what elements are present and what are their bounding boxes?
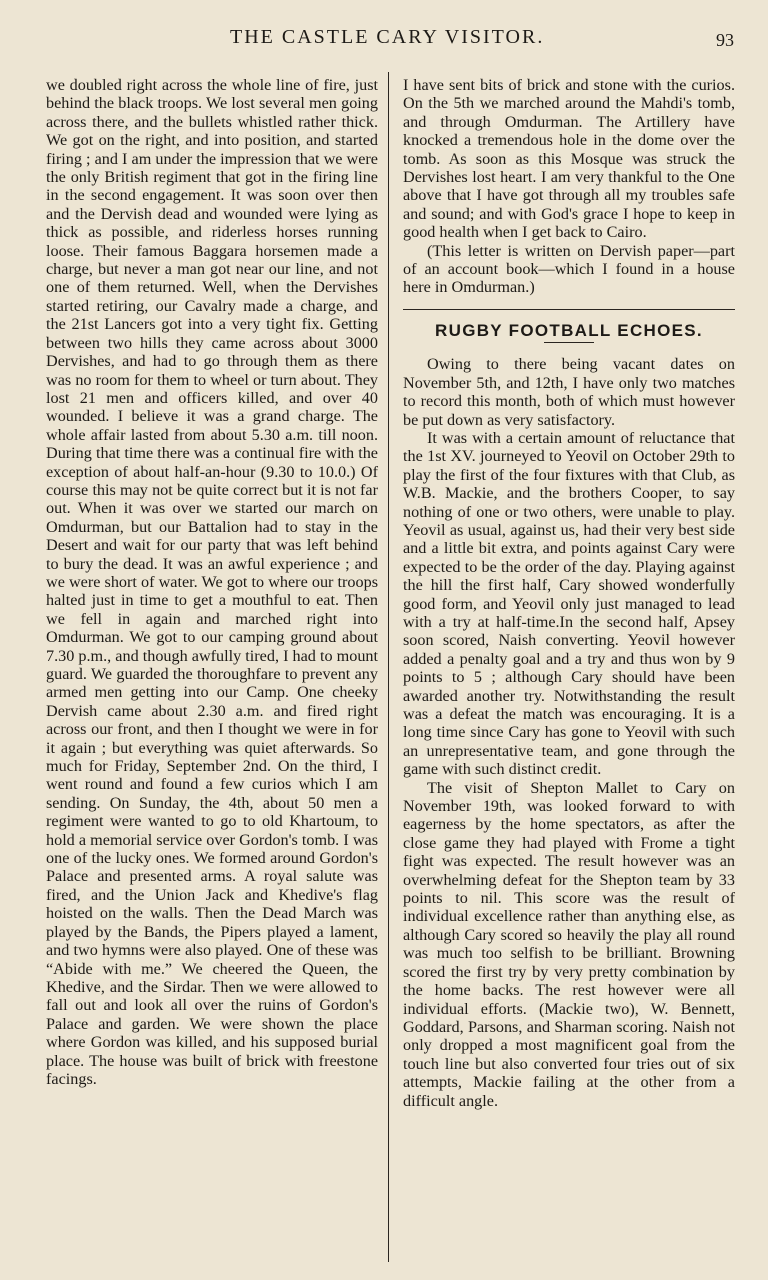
title-ornament-rule <box>544 342 594 343</box>
page-header <box>0 0 768 64</box>
column-divider <box>388 72 389 1262</box>
running-title: THE CASTLE CARY VISITOR. <box>230 26 545 48</box>
left-column <box>46 76 378 1088</box>
section-rule <box>403 309 735 310</box>
right-column <box>403 76 735 1110</box>
letter-note: (This letter is written on Dervish paper—part of an account book—which I found in a house here in Omdurman.) <box>403 241 735 297</box>
letter-paragraph: we doubled right across the whole line of fire, just behind the black troops. We lost several men going across there, and the bullets whistled rather thick. We got on the right, and into position, and started firing ; and I am under the impression that we were the only British regiment that got in the firing line in the second engagement. It was soon over then and the Dervish dead and wounded were lying as thick as possible, and riderless horses running loose. Their famous Baggara horsemen made a charge, but never a man got near our line, and not one of them returned. Well, when the Dervishes started retiring, our Cavalry made a charge, and the 21st Lancers got into a very tight fix. Getting between two hills they came across about 3000 Dervishes, and had to go through them as there was no room for them to wheel or turn about. They lost 21 men and officers killed, and over 40 wounded. I believe it was a grand charge. The whole affair lasted from about 5.30 a.m. till noon. During that time there was a continual fire with the exception of about half-an-hour (9.30 to 10.0.) Of course this may not be quite correct but it is not far out. When it was over we started our march on Omdurman, but our Battalion had to stay in the Desert and wait for our party that was left behind to bury the dead. It was an awful experience ; and we were short of water. We got to where our troops halted just in time to get a mouthful to eat. Then we fell in again and marched right into Omdurman. We got to our camping ground about 7.30 p.m., and though awfully tired, I had to mount guard. We guarded the thoroughfare to prevent any armed men getting into our Camp. One cheeky Dervish came about 2.30 a.m. and fired right across our front, and then I thought we were in for it again ; but everything was quiet afterwards. So much for Friday, September 2nd. On the third, I went round and found a few curios which I am sending. On Sunday, the 4th, about 50 men a regiment were wanted to go to old Khartoum, to hold a memorial service over Gordon's tomb. I was one of the lucky ones. We formed around Gordon's Palace and presented arms. A royal salute was fired, and the Union Jack and Khedive's flag hoisted on the walls. Then the Dead March was played by the Bands, the Pipers played a lament, and two hymns were also played. One of these was “Abide with me.” We cheered the Queen, the Khedive, and the Sirdar. Then we were allowed to fall out and look all over the ruins of Gordon's Palace and garden. We were shown the place where Gordon was killed, and his supposed burial place. The house was built of brick with freestone facings. <box>46 76 378 1088</box>
page-number: 93 <box>716 30 734 50</box>
letter-paragraph: I have sent bits of brick and stone with the curios. On the 5th we marched around the Mahdi's tomb, and through Omdurman. The Artillery have knocked a tremendous hole in the dome over the tomb. As soon as this Mosque was struck the Dervishes lost heart. I am very thankful to the One above that I have got through all my troubles safe and sound; and with God's grace I hope to keep in good health when I get back to Cairo. <box>403 76 735 242</box>
rugby-paragraph: The visit of Shepton Mallet to Cary on November 19th, was looked forward to with eagerness by the home spectators, as after the close game they had played with Frome a tight fight was expected. The result however was an overwhelming defeat for the Shepton team by 33 points to nil. This score was the result of individual excellence rather than anything else, as although Cary scored so heavily the play all round was much too selfish to be brilliant. Browning scored the first try by very pretty combination by the home backs. The rest however were all individual efforts. (Mackie two), W. Bennett, Goddard, Parsons, and Sharman scoring. Naish not only dropped a most magnificent goal from the touch line but also converted four tries out of six attempts, Mackie failing at the other from a difficult angle. <box>403 778 735 1110</box>
section-title: RUGBY FOOTBALL ECHOES. <box>435 320 703 340</box>
rugby-paragraph: It was with a certain amount of reluctance that the 1st XV. journeyed to Yeovil on October 29th to play the first of the four fixtures with that Club, as W.B. Mackie, and the brothers Cooper, to say nothing of one or two others, were unable to play. Yeovil as usual, against us, had their very best side and a little bit extra, and points against Cary were expected to be the order of the day. Playing against the hill the first half, Cary showed wonderfully good form, and Yeovil only just managed to lead with a try at half-time.In the second half, Apsey soon scored, Naish converting. Yeovil however added a penalty goal and a try and thus won by 9 points to 5 ; although Cary should have been awarded another try. Notwithstanding the result was a defeat the match was encouraging. It is a long time since Cary has gone to Yeovil with such an unrepresentative team, and gone through the game with such distinct credit. <box>403 428 735 779</box>
rugby-paragraph: Owing to there being vacant dates on November 5th, and 12th, I have only two matches to record this month, both of which must however be put down as very satisfactory. <box>403 355 735 429</box>
